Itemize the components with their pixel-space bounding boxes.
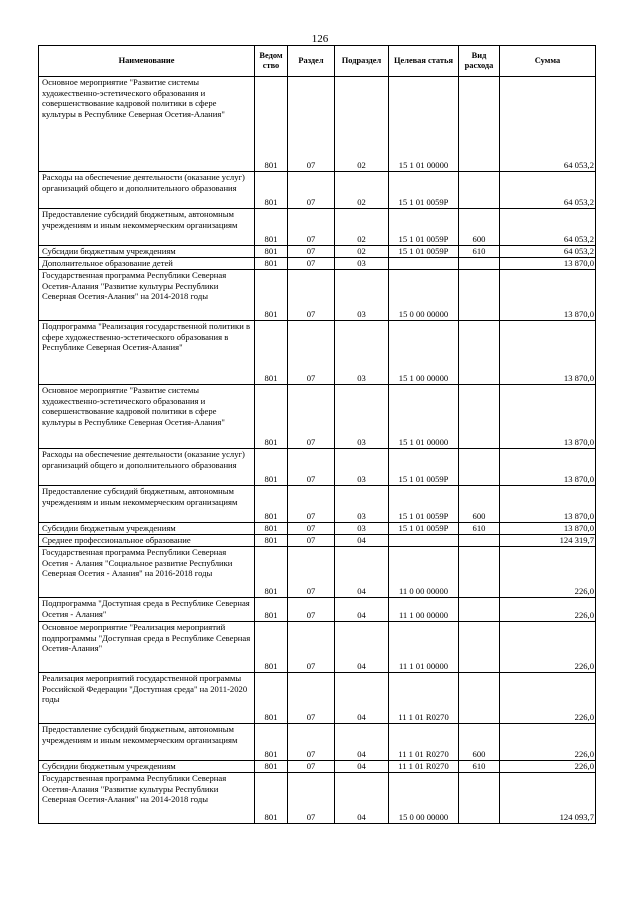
cell-vid: 600 [459,209,500,246]
cell-target: 15 1 01 0059Р [389,449,459,486]
cell-target: 15 1 01 00000 [389,385,459,449]
cell-razdel: 07 [288,486,335,523]
table-row [39,449,596,486]
cell-sum: 226,0 [500,761,596,773]
cell-sum: 124 093,7 [500,773,596,824]
cell-razdel: 07 [288,321,335,385]
table-row [39,673,596,724]
cell-target: 15 1 01 0059Р [389,172,459,209]
cell-sum: 64 053,2 [500,172,596,209]
table-row [39,761,596,773]
cell-razdel: 07 [288,209,335,246]
table-row [39,321,596,385]
cell-target: 11 1 00 00000 [389,598,459,622]
cell-vid [459,535,500,547]
cell-sum: 226,0 [500,547,596,598]
cell-podrazdel: 02 [335,172,389,209]
cell-podrazdel: 03 [335,523,389,535]
cell-sum: 13 870,0 [500,258,596,270]
table-row [39,724,596,761]
cell-ved: 801 [255,258,288,270]
cell-name: Подпрограмма "Доступная среда в Республике Северная Осетия - Алания" [39,598,255,622]
cell-podrazdel: 03 [335,270,389,321]
cell-ved: 801 [255,270,288,321]
cell-vid: 610 [459,761,500,773]
cell-ved: 801 [255,724,288,761]
cell-podrazdel: 03 [335,385,389,449]
cell-ved: 801 [255,449,288,486]
cell-podrazdel: 03 [335,321,389,385]
cell-target: 15 1 01 00000 [389,77,459,172]
cell-ved: 801 [255,535,288,547]
header-podrazdel: Подраздел [335,46,389,77]
cell-podrazdel: 04 [335,622,389,673]
cell-ved: 801 [255,486,288,523]
cell-sum: 226,0 [500,598,596,622]
cell-name: Государственная программа Республики Северная Осетия-Алания "Развитие культуры Республики Северная Осетия-Алания" на 2014-2018 годы [39,270,255,321]
table-row [39,172,596,209]
cell-vid [459,449,500,486]
cell-razdel: 07 [288,535,335,547]
cell-sum: 13 870,0 [500,523,596,535]
cell-ved: 801 [255,622,288,673]
page-number: 126 [311,33,329,45]
cell-ved: 801 [255,773,288,824]
cell-vid [459,385,500,449]
cell-razdel: 07 [288,246,335,258]
cell-razdel: 07 [288,598,335,622]
cell-razdel: 07 [288,77,335,172]
cell-ved: 801 [255,77,288,172]
cell-target: 15 1 01 0059Р [389,209,459,246]
cell-target: 11 1 01 R0270 [389,724,459,761]
cell-sum: 13 870,0 [500,321,596,385]
cell-name: Субсидии бюджетным учреждениям [39,761,255,773]
cell-name: Расходы на обеспечение деятельности (оказание услуг) организаций общего и дополнительного образования [39,449,255,486]
cell-target [389,258,459,270]
cell-name: Расходы на обеспечение деятельности (оказание услуг) организаций общего и дополнительного образования [39,172,255,209]
cell-vid [459,547,500,598]
cell-vid [459,270,500,321]
cell-vid: 610 [459,246,500,258]
header-razdel: Раздел [288,46,335,77]
cell-vid [459,321,500,385]
cell-target: 11 1 01 00000 [389,622,459,673]
cell-sum: 64 053,2 [500,209,596,246]
cell-razdel: 07 [288,673,335,724]
cell-sum: 124 319,7 [500,535,596,547]
table-row [39,385,596,449]
cell-ved: 801 [255,172,288,209]
cell-name: Субсидии бюджетным учреждениям [39,246,255,258]
cell-name: Предоставление субсидий бюджетным, автономным учреждениям и иным некоммерческим организациям [39,209,255,246]
cell-sum: 13 870,0 [500,449,596,486]
cell-vid [459,773,500,824]
table-row [39,622,596,673]
table-row [39,535,596,547]
cell-podrazdel: 04 [335,598,389,622]
cell-name: Среднее профессиональное образование [39,535,255,547]
cell-razdel: 07 [288,761,335,773]
table-row [39,523,596,535]
cell-razdel: 07 [288,622,335,673]
cell-name: Основное мероприятие "Развитие системы художественно-эстетического образования и совершенствование кадровой политики в сфере культуры в Республике Северная Осетия-Алания" [39,77,255,172]
cell-target: 15 1 01 0059Р [389,486,459,523]
table-row [39,246,596,258]
cell-podrazdel: 04 [335,673,389,724]
cell-name: Государственная программа Республики Северная Осетия-Алания "Развитие культуры Республики Северная Осетия-Алания" на 2014-2018 годы [39,773,255,824]
table-row [39,773,596,824]
table-row [39,77,596,172]
table-row [39,547,596,598]
cell-razdel: 07 [288,547,335,598]
cell-ved: 801 [255,523,288,535]
cell-razdel: 07 [288,449,335,486]
cell-name: Реализация мероприятий государственной программы Российской Федерации "Доступная среда" на 2011-2020 годы [39,673,255,724]
cell-sum: 13 870,0 [500,270,596,321]
cell-podrazdel: 02 [335,77,389,172]
table-row [39,486,596,523]
cell-target: 15 0 00 00000 [389,270,459,321]
header-name: Наименование [39,46,255,77]
cell-ved: 801 [255,673,288,724]
cell-ved: 801 [255,547,288,598]
cell-podrazdel: 04 [335,773,389,824]
cell-vid [459,77,500,172]
cell-razdel: 07 [288,270,335,321]
cell-name: Подпрограмма "Реализация государственной политики в сфере художественно-эстетического образования в Республике Северная Осетия-Алания" [39,321,255,385]
cell-podrazdel: 04 [335,724,389,761]
cell-vid [459,258,500,270]
cell-target: 15 1 00 00000 [389,321,459,385]
cell-sum: 226,0 [500,622,596,673]
cell-target: 11 0 00 00000 [389,547,459,598]
cell-name: Субсидии бюджетным учреждениям [39,523,255,535]
cell-razdel: 07 [288,172,335,209]
cell-target: 15 1 01 0059Р [389,523,459,535]
cell-ved: 801 [255,321,288,385]
cell-sum: 226,0 [500,724,596,761]
cell-ved: 801 [255,209,288,246]
cell-target: 15 0 00 00000 [389,773,459,824]
header-sum: Сумма [500,46,596,77]
cell-sum: 64 053,2 [500,246,596,258]
cell-podrazdel: 03 [335,258,389,270]
cell-name: Государственная программа Республики Северная Осетия - Алания "Социальное развитие Республики Северная Осетия - Алания" на 2016-2018 годы [39,547,255,598]
table-row [39,270,596,321]
cell-sum: 64 053,2 [500,77,596,172]
table-row [39,598,596,622]
cell-name: Основное мероприятие "Развитие системы художественно-эстетического образования и совершенствование кадровой политики в сфере культуры в Республике Северная Осетия-Алания" [39,385,255,449]
cell-vid [459,673,500,724]
cell-target: 11 1 01 R0270 [389,673,459,724]
table-row [39,209,596,246]
cell-podrazdel: 02 [335,246,389,258]
cell-podrazdel: 04 [335,535,389,547]
cell-ved: 801 [255,385,288,449]
cell-podrazdel: 04 [335,761,389,773]
header-vid: Вид расхода [459,46,500,77]
cell-target: 15 1 01 0059Р [389,246,459,258]
cell-vid: 600 [459,486,500,523]
cell-name: Основное мероприятие "Реализация мероприятий подпрограммы "Доступная среда в Республике Северная Осетия-Алания" [39,622,255,673]
budget-table [38,45,596,824]
cell-razdel: 07 [288,724,335,761]
cell-podrazdel: 03 [335,449,389,486]
cell-ved: 801 [255,598,288,622]
cell-name: Предоставление субсидий бюджетным, автономным учреждениям и иным некоммерческим организациям [39,486,255,523]
cell-target [389,535,459,547]
header-target: Целевая статья [389,46,459,77]
cell-name: Дополнительное образование детей [39,258,255,270]
cell-vid: 610 [459,523,500,535]
cell-razdel: 07 [288,773,335,824]
cell-ved: 801 [255,246,288,258]
cell-vid: 600 [459,724,500,761]
cell-name: Предоставление субсидий бюджетным, автономным учреждениям и иным некоммерческим организациям [39,724,255,761]
table-row [39,258,596,270]
cell-podrazdel: 03 [335,486,389,523]
cell-razdel: 07 [288,258,335,270]
cell-target: 11 1 01 R0270 [389,761,459,773]
table-header-row [39,46,596,77]
cell-vid [459,598,500,622]
cell-podrazdel: 04 [335,547,389,598]
cell-razdel: 07 [288,385,335,449]
cell-sum: 13 870,0 [500,385,596,449]
cell-vid [459,622,500,673]
cell-sum: 13 870,0 [500,486,596,523]
cell-ved: 801 [255,761,288,773]
header-ved: Ведом ство [255,46,288,77]
cell-vid [459,172,500,209]
cell-razdel: 07 [288,523,335,535]
cell-podrazdel: 02 [335,209,389,246]
cell-sum: 226,0 [500,673,596,724]
